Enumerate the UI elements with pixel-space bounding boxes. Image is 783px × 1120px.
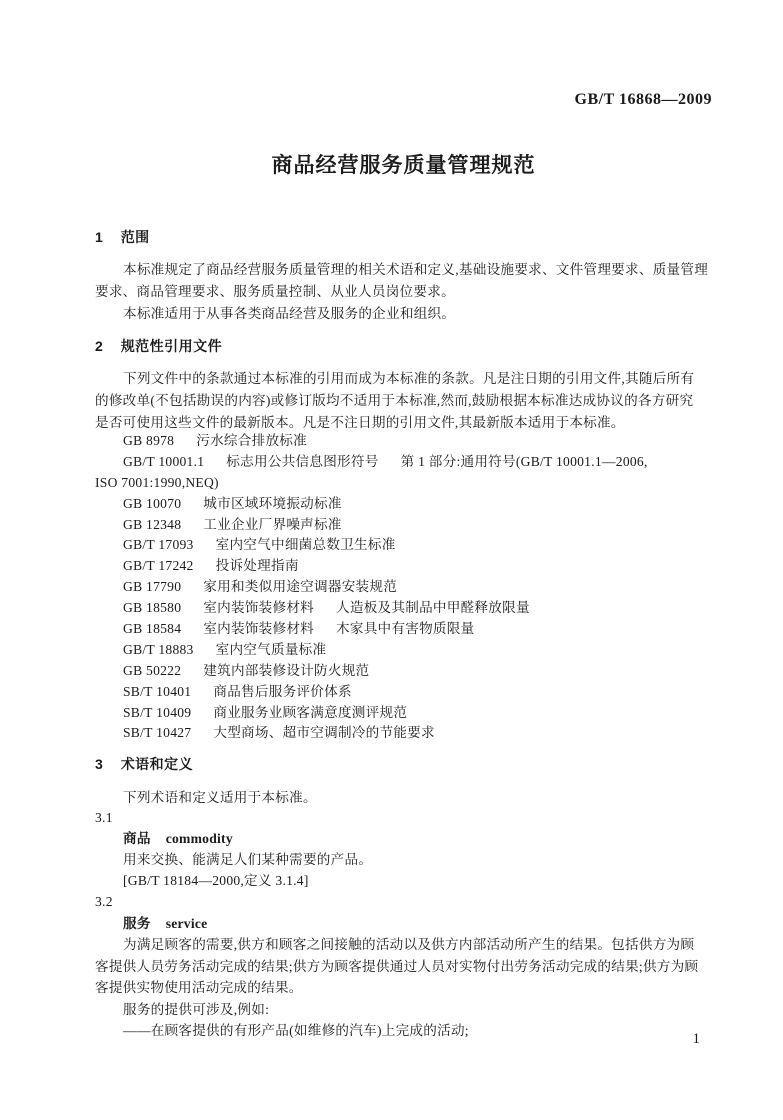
- term-line: [95, 913, 715, 935]
- reference-item: [95, 452, 715, 473]
- section-2-intro-paragraph: [95, 368, 715, 434]
- section-1-heading: [95, 227, 150, 247]
- text-line: 要求、商品管理要求、服务质量控制、从业人员岗位要求。: [95, 284, 455, 299]
- reference-code: GB 8978: [123, 433, 175, 448]
- reference-item: [95, 515, 715, 536]
- reference-code: GB/T 10001.1: [123, 453, 205, 469]
- reference-code: SB/T 10427: [123, 725, 192, 741]
- term-definition-line: 客提供人员劳务活动完成的结果;供方为顾客提供通过人员对实物付出劳务活动完成的结果;供方为顾: [95, 958, 699, 974]
- reference-code: GB 18580: [123, 600, 182, 616]
- reference-title: 商品售后服务评价体系: [213, 683, 352, 699]
- text-line: 下列术语和定义适用于本标准。: [123, 790, 317, 805]
- reference-title: 标志用公共信息图形符号: [226, 453, 379, 469]
- reference-code: SB/T 10409: [123, 704, 192, 720]
- reference-title: 室内装饰装修材料: [203, 621, 315, 637]
- reference-title: 室内装饰装修材料: [203, 600, 315, 616]
- reference-title: 家用和类似用途空调器安装规范: [203, 579, 398, 595]
- term-chinese: 服务: [123, 915, 151, 931]
- reference-item: [95, 682, 715, 703]
- reference-item: [95, 619, 715, 640]
- text-line: 下列文件中的条款通过本标准的引用而成为本标准的条款。凡是注日期的引用文件,其随后所有: [123, 371, 695, 386]
- text-line: 的修改单(不包括勘误的内容)或修订版均不适用于本标准,然而,鼓励根据本标准达成协议的各方研究: [95, 393, 694, 408]
- section-title: 规范性引用文件: [120, 338, 223, 354]
- term-english: commodity: [165, 830, 233, 846]
- reference-item: [95, 577, 715, 598]
- term-line: [95, 829, 715, 850]
- reference-item: [95, 431, 715, 452]
- provision-item: ——在顾客提供的有形产品(如维修的汽车)上完成的活动;: [123, 1023, 469, 1038]
- term-english: service: [165, 915, 208, 931]
- reference-item: [95, 661, 715, 682]
- reference-item: [95, 723, 715, 744]
- section-3-intro: [95, 787, 715, 809]
- reference-code: GB 50222: [123, 662, 182, 678]
- reference-title: 大型商场、超市空调制冷的节能要求: [213, 725, 435, 741]
- document-title: 商品经营服务质量管理规范: [271, 154, 536, 177]
- reference-continuation: [95, 473, 715, 494]
- standard-number: GB/T 16868—2009: [574, 91, 712, 108]
- reference-code: GB 12348: [123, 516, 182, 532]
- page-number: 1: [692, 1031, 700, 1047]
- section-1-paragraph-1: [95, 259, 715, 303]
- reference-item: [95, 598, 715, 619]
- reference-title: 室内空气质量标准: [215, 641, 327, 657]
- section-number: 1: [95, 229, 104, 245]
- term-definition: 用来交换、能满足人们某种需要的产品。: [123, 851, 373, 867]
- term-definition-3-2: [95, 891, 715, 1042]
- reference-item: [95, 494, 715, 515]
- reference-item: [95, 640, 715, 661]
- normative-references-list: [95, 431, 715, 744]
- section-number: 3: [95, 756, 104, 772]
- section-3-heading: [95, 754, 193, 774]
- reference-title: 室内空气中细菌总数卫生标准: [215, 537, 396, 553]
- section-2-heading: [95, 336, 222, 356]
- reference-code: GB 18584: [123, 621, 182, 637]
- reference-code: GB/T 17093: [123, 537, 194, 553]
- reference-title: 工业企业厂界噪声标准: [203, 516, 342, 532]
- reference-code: GB/T 18883: [123, 641, 194, 657]
- section-title: 术语和定义: [120, 756, 194, 772]
- section-number: 2: [95, 338, 104, 354]
- section-1-paragraph-2: [95, 303, 715, 325]
- reference-code: GB 17790: [123, 579, 182, 595]
- reference-item: [95, 535, 715, 556]
- provision-intro: 服务的提供可涉及,例如:: [123, 1001, 270, 1017]
- reference-item: [95, 556, 715, 577]
- reference-title: 污水综合排放标准: [196, 433, 307, 448]
- reference-code: GB/T 17242: [123, 558, 194, 574]
- term-source: [GB/T 18184—2000,定义 3.1.4]: [123, 872, 309, 888]
- term-definition-line: 客提供实物使用活动完成的结果。: [95, 980, 303, 995]
- text-line: 是否可使用这些文件的最新版本。凡是不注日期的引用文件,其最新版本适用于本标准。: [95, 415, 625, 430]
- term-chinese: 商品: [123, 830, 151, 846]
- reference-item: [95, 703, 715, 724]
- reference-code: GB 10070: [123, 495, 182, 511]
- reference-title: 投诉处理指南: [215, 558, 299, 574]
- text-line: 本标准规定了商品经营服务质量管理的相关术语和定义,基础设施要求、文件管理要求、质量管理: [123, 262, 709, 277]
- reference-title: 建筑内部装修设计防火规范: [203, 662, 370, 678]
- section-title: 范围: [120, 229, 150, 245]
- reference-code: SB/T 10401: [123, 683, 192, 699]
- reference-part: 第 1 部分:通用符号(GB/T 10001.1—2006,: [400, 453, 648, 469]
- term-definition-line: 为满足顾客的需要,供方和顾客之间接触的活动以及供方内部活动所产生的结果。包括供方为顾: [123, 937, 695, 952]
- reference-title: 城市区域环境振动标准: [203, 495, 342, 511]
- clause-number: 3.1: [95, 810, 113, 825]
- term-definition-3-1: [95, 808, 715, 892]
- reference-part: 木家具中有害物质限量: [336, 621, 475, 637]
- reference-title: 商业服务业顾客满意度测评规范: [213, 704, 408, 720]
- reference-part: 人造板及其制品中甲醛释放限量: [336, 600, 530, 616]
- text-line: 本标准适用于从事各类商品经营及服务的企业和组织。: [123, 306, 456, 321]
- reference-code: ISO 7001:1990,NEQ): [95, 474, 219, 490]
- clause-number: 3.2: [95, 894, 113, 909]
